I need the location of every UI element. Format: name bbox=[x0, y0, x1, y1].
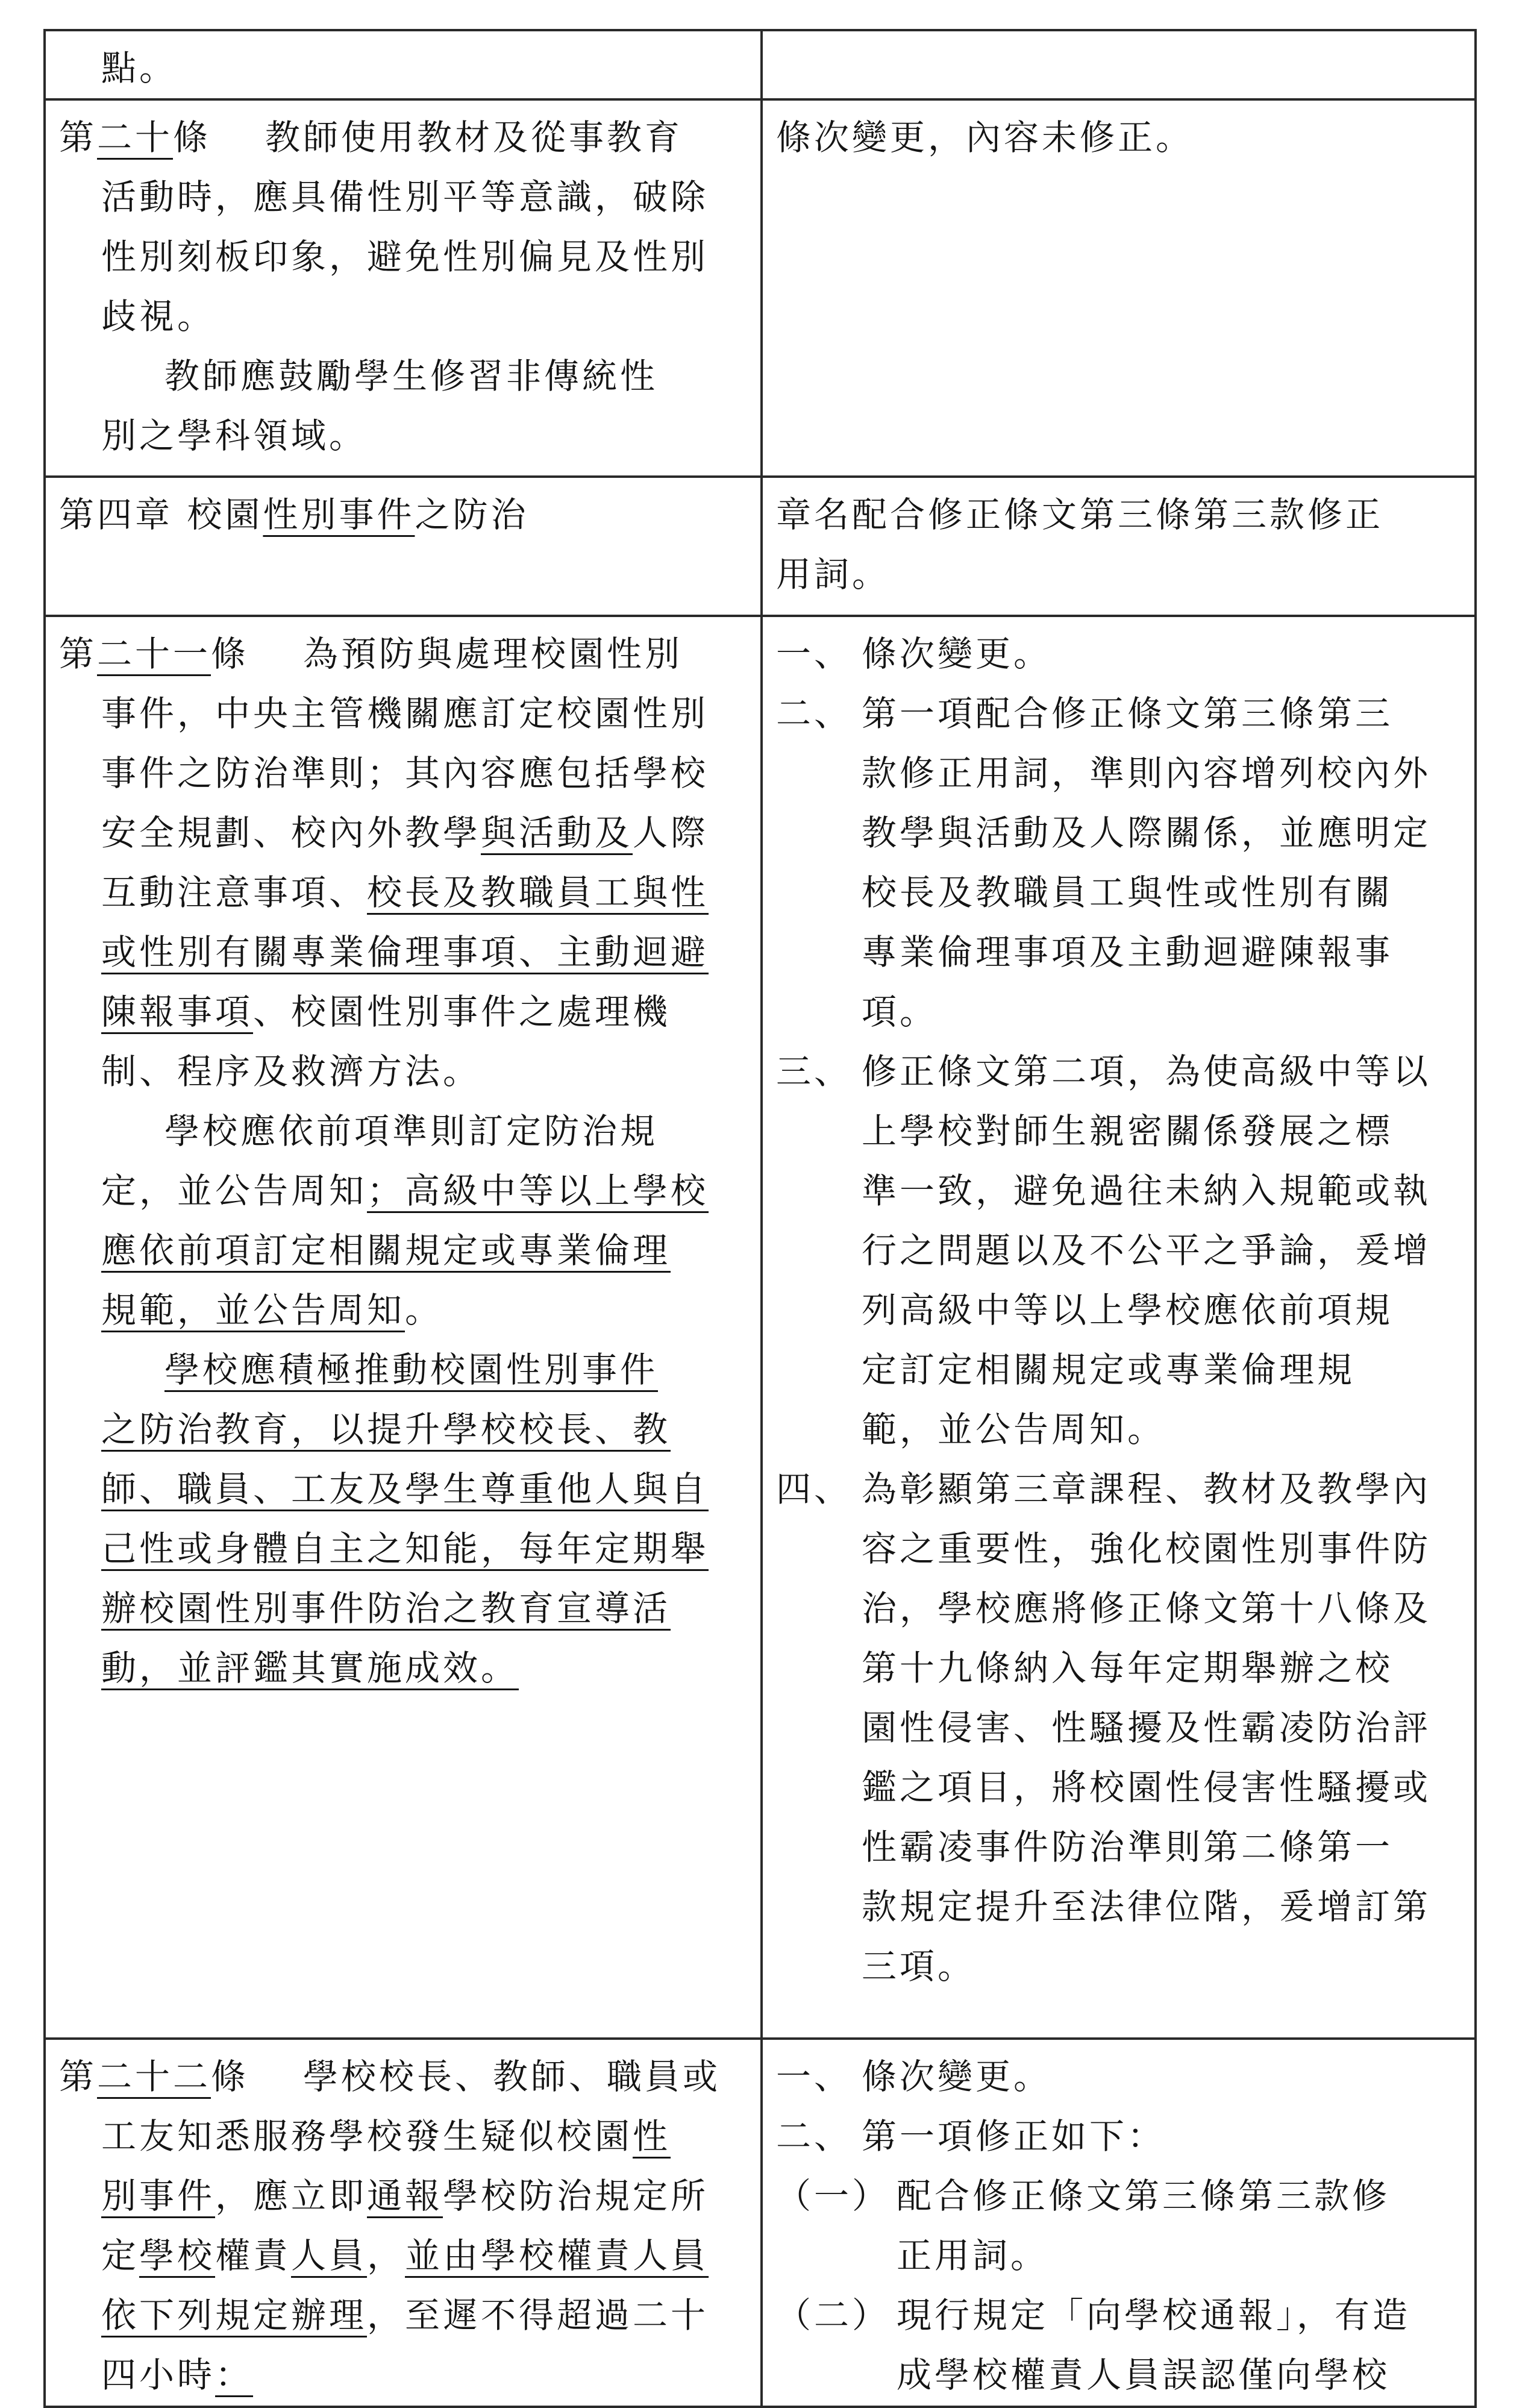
text-line: 正用詞。 bbox=[897, 2235, 1049, 2276]
text-segment: 為預防與處理校園性別 bbox=[303, 633, 683, 674]
text-line: 第十九條納入每年定期舉辦之校 bbox=[862, 1648, 1394, 1688]
text-line: 鑑之項目，將校園性侵害性騷擾或 bbox=[862, 1767, 1432, 1808]
text-segment-underlined: 學校應積極推動校園性別事件 bbox=[164, 1349, 659, 1390]
text-line: 專業倫理事項及主動迴避陳報事 bbox=[862, 932, 1394, 973]
text-line: 性別刻板印象，避免性別偏見及性別 bbox=[101, 236, 709, 277]
item-body bbox=[862, 624, 1461, 684]
amended-text-cell bbox=[45, 2039, 762, 2407]
item-number: 三、 bbox=[776, 1051, 853, 1092]
text-line: 點。 bbox=[101, 48, 178, 89]
explanation-item bbox=[776, 2107, 1461, 2166]
text-line: 條次變更，內容未修正。 bbox=[776, 117, 1194, 158]
text-segment: 第四章 校園 bbox=[59, 494, 263, 535]
item-number: 二、 bbox=[776, 693, 853, 734]
text-line: 性霸凌事件防治準則第二條第一 bbox=[862, 1826, 1394, 1867]
text-segment-underlined: ；高級中等以上學校 bbox=[367, 1170, 709, 1211]
text-segment: 權責 bbox=[215, 2235, 292, 2276]
text-line: 款修正用詞，準則內容增列校內外 bbox=[862, 753, 1432, 794]
article-prefix: 第 bbox=[59, 117, 98, 158]
text-segment-underlined: 動，並評鑑其實施成效。 bbox=[101, 1648, 519, 1688]
explanation-item bbox=[776, 1460, 1461, 1996]
text-line bbox=[59, 1221, 747, 1281]
text-line: 行之問題以及不公平之爭論，爰增 bbox=[862, 1230, 1432, 1271]
text-segment-underlined: 校長及教職員工與性 bbox=[367, 872, 709, 913]
text-line: 別之學科領域。 bbox=[101, 415, 368, 456]
article-heading-line bbox=[59, 624, 747, 684]
text-segment: 、校園性別事件之處理機 bbox=[253, 991, 671, 1032]
text-line: 活動時，應具備性別平等意識，破除 bbox=[101, 177, 709, 218]
text-line: 治，學校應將修正條文第十八條及 bbox=[862, 1588, 1432, 1629]
text-line bbox=[59, 2226, 747, 2286]
article-number: 二十二 bbox=[97, 2056, 211, 2097]
text-line: 配合修正條文第三條第三款修 bbox=[897, 2175, 1391, 2216]
text-line bbox=[59, 1579, 747, 1638]
explanation-sublist bbox=[776, 2166, 1461, 2405]
text-line bbox=[59, 1161, 747, 1221]
article-prefix: 第 bbox=[59, 633, 98, 674]
text-segment: 人際 bbox=[633, 812, 709, 853]
text-segment: ，應立即 bbox=[215, 2175, 368, 2216]
article-suffix: 條 bbox=[211, 2056, 249, 2097]
text-line bbox=[59, 923, 747, 982]
explanation-cell bbox=[762, 2039, 1476, 2407]
text-line: 第一項配合修正條文第三條第三 bbox=[862, 693, 1394, 734]
table-row bbox=[45, 477, 1476, 616]
text-segment-underlined: 辦校園性別事件防治之教育宣導活 bbox=[101, 1588, 671, 1629]
text-line bbox=[59, 982, 747, 1042]
text-segment: 學校防治規定所 bbox=[443, 2175, 709, 2216]
item-number: 二、 bbox=[776, 2116, 853, 2157]
item-number: 一、 bbox=[776, 2056, 853, 2097]
text-line bbox=[59, 1519, 747, 1579]
text-segment-underlined: 或性別有關專業倫理事項、主動迴避 bbox=[101, 932, 709, 973]
text-line bbox=[59, 2107, 747, 2166]
text-line: 容之重要性，強化校園性別事件防 bbox=[862, 1528, 1432, 1569]
item-body bbox=[862, 2047, 1461, 2107]
text-segment-underlined: 通報 bbox=[367, 2175, 443, 2216]
text-line: 章名配合修正條文第三條第三款修正 bbox=[776, 494, 1384, 535]
item-number: 四、 bbox=[776, 1469, 853, 1510]
text-segment-underlined: 之防治教育，以提升學校校長、教 bbox=[101, 1409, 671, 1450]
article-number: 二十一 bbox=[97, 633, 211, 674]
text-segment-underlined: 己性或身體自主之知能，每年定期舉 bbox=[101, 1528, 709, 1569]
text-line: 事件之防治準則；其內容應包括學校 bbox=[101, 753, 709, 794]
amended-text-cell bbox=[45, 477, 762, 616]
item-body bbox=[862, 1042, 1461, 1460]
explanation-list bbox=[776, 2047, 1461, 2166]
article-prefix: 第 bbox=[59, 2056, 98, 2097]
text-line: 成學校權責人員誤認僅向學校 bbox=[897, 2354, 1391, 2395]
text-line: 條次變更。 bbox=[862, 633, 1052, 674]
text-segment-underlined: 性別事件 bbox=[263, 494, 415, 535]
text-segment: ， bbox=[367, 2235, 405, 2276]
text-segment-underlined: 並由學校權責人員 bbox=[405, 2235, 709, 2276]
item-number: 一、 bbox=[776, 633, 853, 674]
text-segment: 工友知悉服務學校發生疑似校園 bbox=[101, 2116, 633, 2157]
text-segment-underlined: 性 bbox=[633, 2116, 671, 2157]
text-segment: 學校校長、教師、職員或 bbox=[303, 2056, 721, 2097]
text-line: 園性侵害、性騷擾及性霸凌防治評 bbox=[862, 1707, 1432, 1748]
text-segment-underlined: 規範，並公告周知 bbox=[101, 1290, 405, 1331]
text-line: 款規定提升至法律位階，爰增訂第 bbox=[862, 1886, 1432, 1927]
comparison-table bbox=[43, 29, 1477, 2408]
text-segment: 教師使用教材及從事教育 bbox=[265, 117, 683, 158]
article-number: 二十 bbox=[97, 117, 174, 158]
explanation-cell bbox=[762, 99, 1476, 477]
article-heading-line bbox=[59, 2047, 747, 2107]
text-line: 上學校對師生親密關係發展之標 bbox=[862, 1111, 1394, 1152]
text-line: 項。 bbox=[862, 991, 938, 1032]
text-line bbox=[59, 1460, 747, 1519]
text-segment-underlined: 學校 bbox=[139, 2235, 216, 2276]
text-segment: ，至遲不得超過二十 bbox=[367, 2295, 709, 2336]
amended-text-cell bbox=[45, 616, 762, 2039]
text-line bbox=[59, 803, 747, 863]
explanation-item bbox=[776, 624, 1461, 684]
text-line: 條次變更。 bbox=[862, 2056, 1052, 2097]
explanation-item bbox=[776, 1042, 1461, 1460]
text-line: 三項。 bbox=[862, 1946, 976, 1987]
explanation-item bbox=[776, 684, 1461, 1042]
text-line: 修正條文第二項，為使高級中等以 bbox=[862, 1051, 1432, 1092]
text-segment-underlined: 依下列規定辦理 bbox=[101, 2295, 368, 2336]
text-line: 事件，中央主管機關應訂定校園性別 bbox=[101, 693, 709, 734]
explanation-cell bbox=[762, 30, 1476, 99]
text-segment: 定 bbox=[101, 2235, 140, 2276]
text-line: 校長及教職員工與性或性別有關 bbox=[862, 872, 1394, 913]
table-row bbox=[45, 99, 1476, 477]
text-line: 為彰顯第三章課程、教材及教學內 bbox=[862, 1469, 1432, 1510]
text-line: 範，並公告周知。 bbox=[862, 1409, 1166, 1450]
text-line bbox=[59, 2286, 747, 2345]
table-row bbox=[45, 30, 1476, 99]
amended-text-cell bbox=[45, 30, 762, 99]
item-body bbox=[862, 1460, 1461, 1996]
text-line: 第一項修正如下： bbox=[862, 2116, 1166, 2157]
text-line bbox=[59, 863, 747, 923]
item-body bbox=[862, 684, 1461, 1042]
text-line bbox=[59, 2345, 747, 2405]
table-row bbox=[45, 616, 1476, 2039]
text-line bbox=[59, 2166, 747, 2226]
table-row bbox=[45, 2039, 1476, 2407]
text-segment: 之防治 bbox=[415, 494, 529, 535]
text-segment-underlined: ： bbox=[215, 2354, 254, 2395]
text-segment-underlined: 與活動及 bbox=[481, 812, 633, 853]
text-segment: 四小時 bbox=[101, 2354, 216, 2395]
item-number: （二） bbox=[776, 2295, 891, 2336]
text-line bbox=[59, 1400, 747, 1460]
text-segment: 。 bbox=[405, 1290, 443, 1331]
text-line: 列高級中等以上學校應依前項規 bbox=[862, 1290, 1394, 1331]
chapter-title bbox=[59, 485, 747, 545]
explanation-subitem bbox=[776, 2286, 1461, 2405]
text-line: 準一致，避免過往未納入規範或執 bbox=[862, 1170, 1432, 1211]
text-line: 歧視。 bbox=[101, 296, 216, 337]
article-suffix: 條 bbox=[173, 117, 211, 158]
explanation-list bbox=[776, 624, 1461, 1996]
text-segment: 安全規劃、校內外教學 bbox=[101, 812, 481, 853]
item-body bbox=[897, 2286, 1461, 2405]
text-segment-underlined: 師、職員、工友及學生尊重他人與自 bbox=[101, 1469, 709, 1510]
text-line: 用詞。 bbox=[776, 554, 891, 595]
text-line bbox=[59, 1638, 747, 1698]
article-suffix: 條 bbox=[211, 633, 249, 674]
article-heading-line bbox=[59, 108, 747, 168]
text-line bbox=[59, 1340, 747, 1400]
text-line bbox=[59, 1281, 747, 1340]
text-segment-underlined: 陳報事項 bbox=[101, 991, 254, 1032]
text-line: 現行規定「向學校通報」，有造 bbox=[897, 2295, 1411, 2336]
explanation-cell bbox=[762, 477, 1476, 616]
text-segment-underlined: 別事件 bbox=[101, 2175, 216, 2216]
text-line: 教學與活動及人際關係，並應明定 bbox=[862, 812, 1432, 853]
amended-text-cell bbox=[45, 99, 762, 477]
text-segment-underlined: 人員 bbox=[291, 2235, 368, 2276]
explanation-item bbox=[776, 2047, 1461, 2107]
text-line: 教師應鼓勵學生修習非傳統性 bbox=[164, 356, 659, 397]
explanation-subitem bbox=[776, 2166, 1461, 2286]
text-segment: 互動注意事項、 bbox=[101, 872, 368, 913]
text-line: 定訂定相關規定或專業倫理規 bbox=[862, 1349, 1356, 1390]
item-body bbox=[897, 2166, 1461, 2286]
text-line: 制、程序及救濟方法。 bbox=[101, 1051, 481, 1092]
item-number: （一） bbox=[776, 2175, 891, 2216]
item-body bbox=[862, 2107, 1461, 2166]
text-segment: 定，並公告周知 bbox=[101, 1170, 368, 1211]
explanation-cell bbox=[762, 616, 1476, 2039]
text-segment-underlined: 應依前項訂定相關規定或專業倫理 bbox=[101, 1230, 671, 1271]
text-line: 學校應依前項準則訂定防治規 bbox=[164, 1111, 659, 1152]
